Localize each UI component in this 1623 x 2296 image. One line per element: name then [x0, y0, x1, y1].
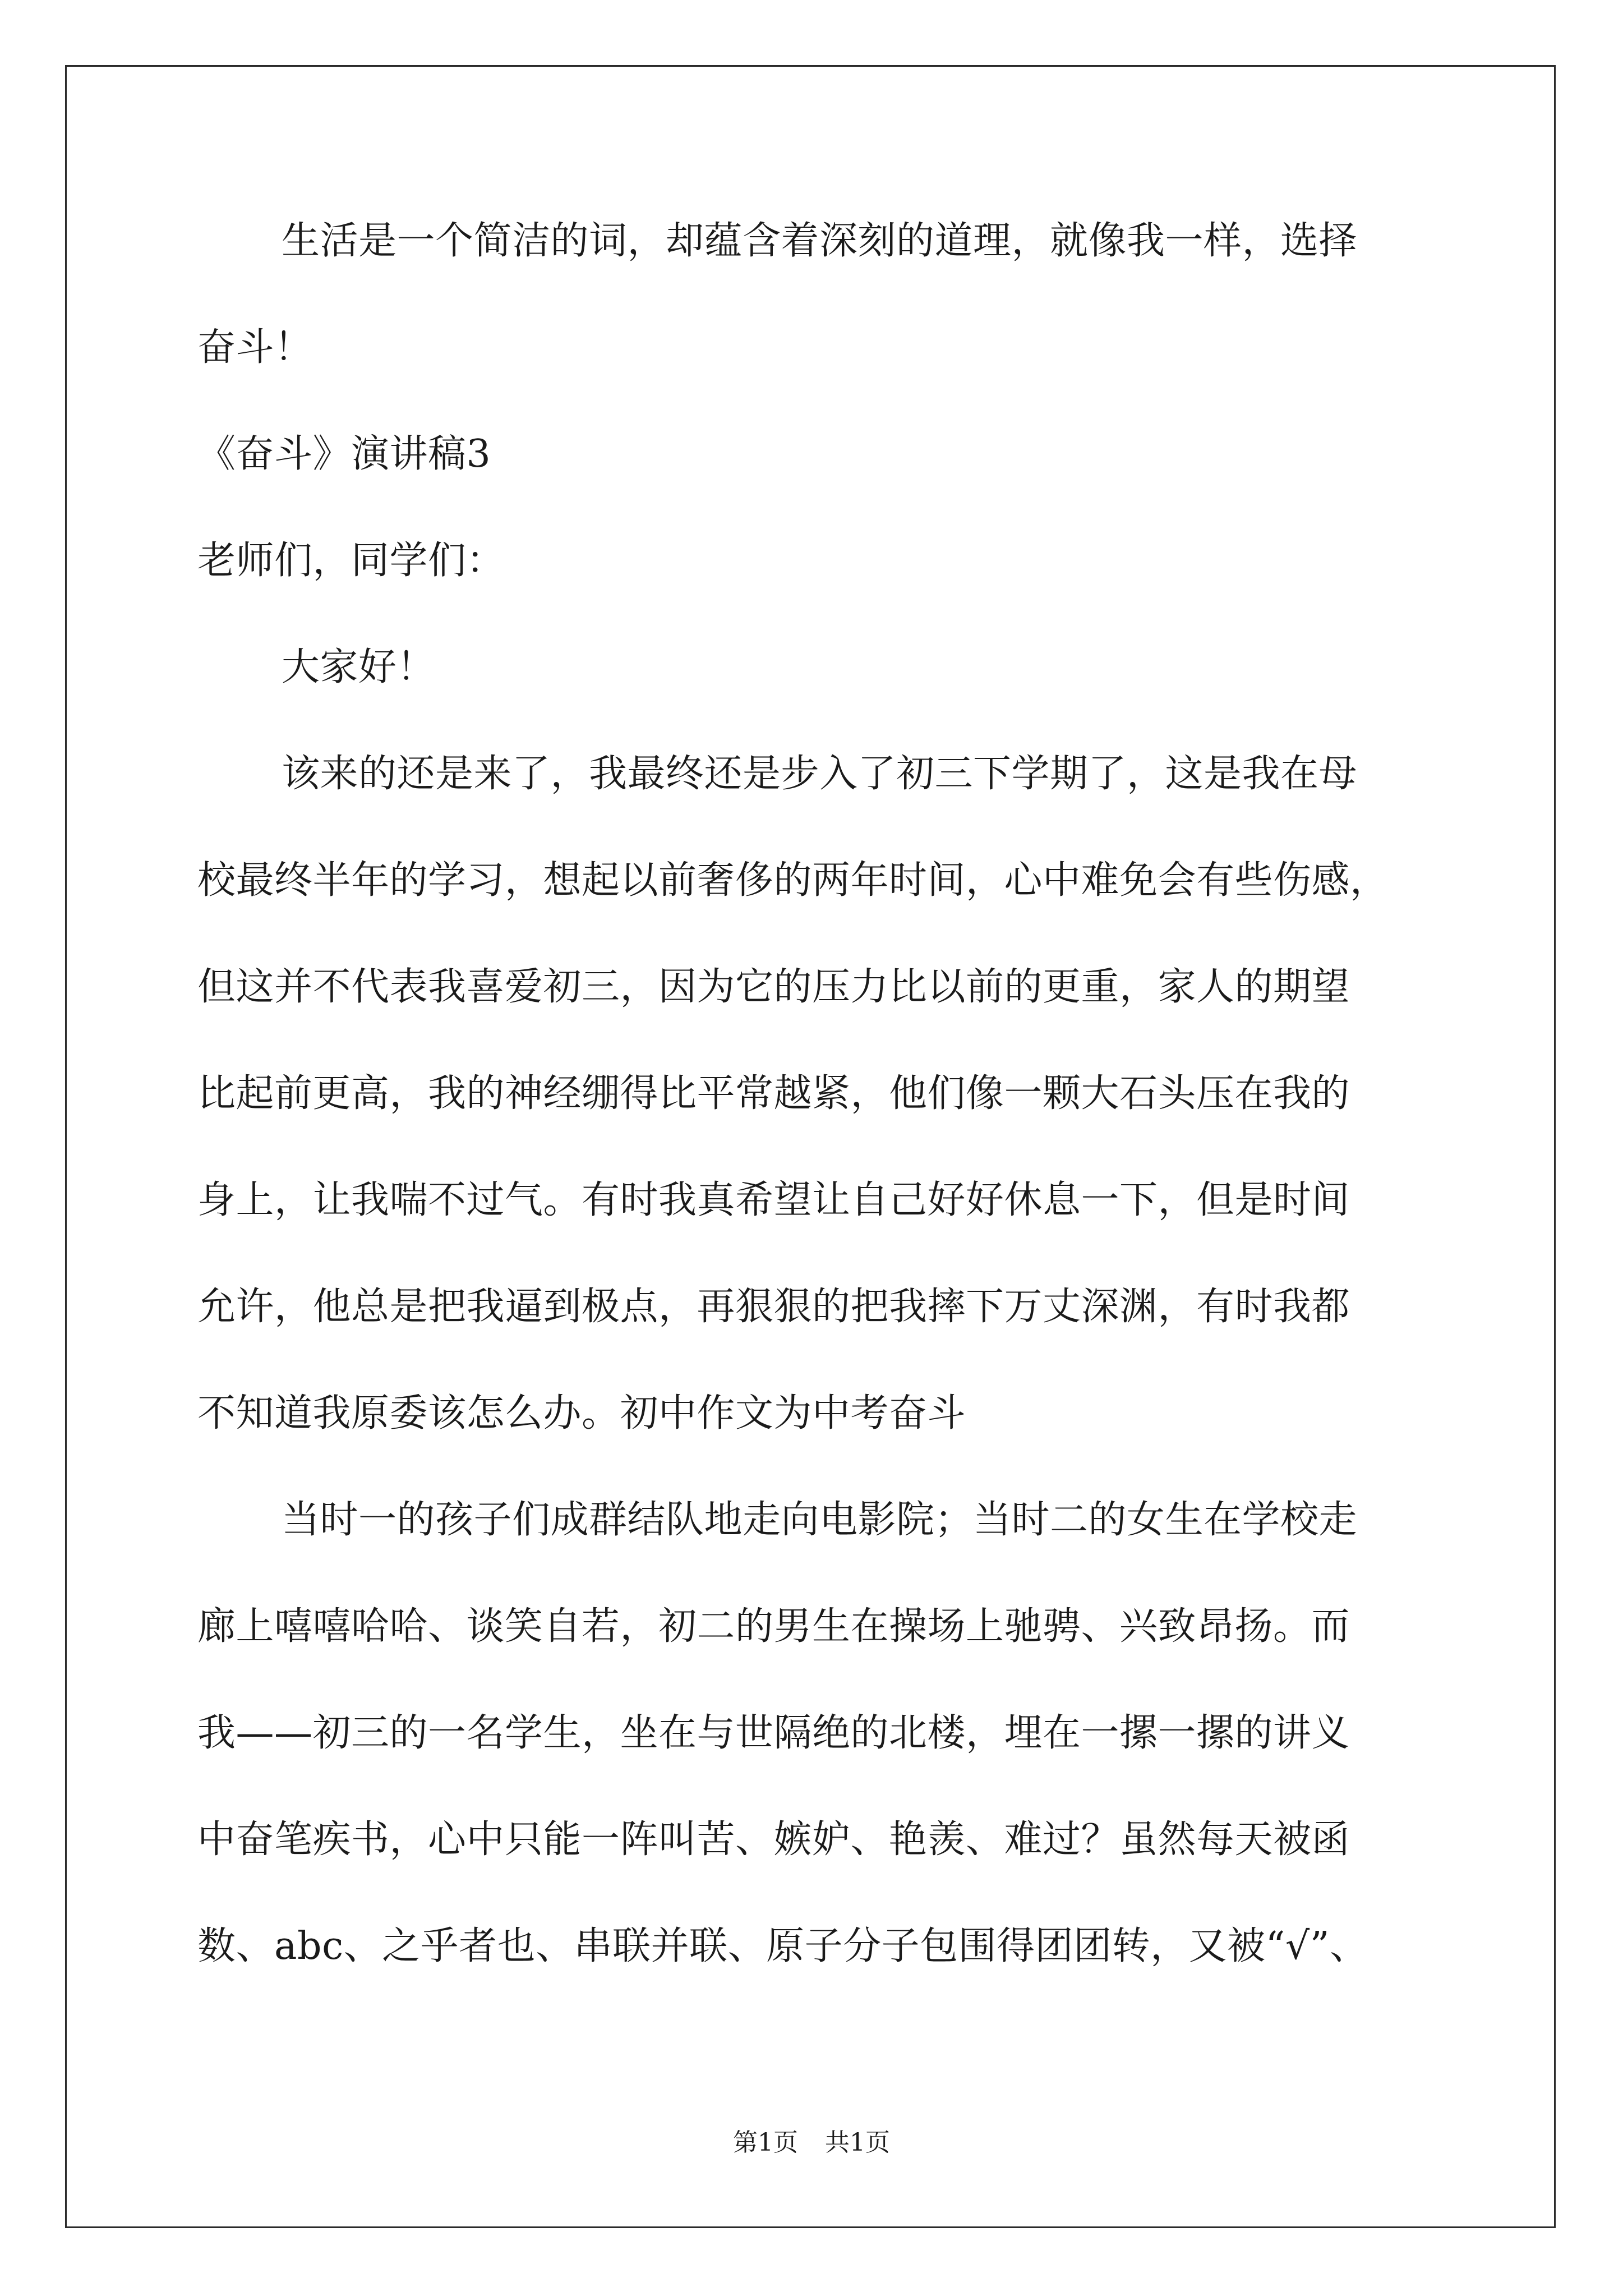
paragraph-line: 不知道我原委该怎么办。初中作文为中考奋斗: [197, 1391, 966, 1435]
paragraph-line: 当时一的孩子们成群结队地走向电影院；当时二的女生在学校走: [282, 1498, 1358, 1542]
section-heading: 《奋斗》演讲稿3: [197, 432, 491, 476]
page-footer: [0, 2127, 1623, 2159]
paragraph-line: 比起前更高，我的神经绷得比平常越紧，他们像一颗大石头压在我的: [197, 1071, 1350, 1116]
page-number: 第1页: [733, 2128, 798, 2157]
paragraph-line: 廊上嘻嘻哈哈、谈笑自若，初二的男生在操场上驰骋、兴致昂扬。而: [197, 1604, 1350, 1649]
paragraph-line: 我——初三的一名学生，坐在与世隔绝的北楼，埋在一摞一摞的讲义: [197, 1711, 1350, 1755]
paragraph-line: 该来的还是来了，我最终还是步入了初三下学期了，这是我在母: [282, 752, 1358, 796]
paragraph-line: 奋斗！: [197, 325, 313, 370]
paragraph-line: 身上，让我喘不过气。有时我真希望让自己好好休息一下，但是时间: [197, 1178, 1350, 1222]
paragraph-line: 校最终半年的学习，想起以前奢侈的两年时间，心中难免会有些伤感，: [197, 858, 1389, 903]
page-total: 共1页: [825, 2128, 890, 2157]
paragraph-line: 允许，他总是把我逼到极点，再狠狠的把我摔下万丈深渊，有时我都: [197, 1285, 1350, 1329]
salutation: 老师们，同学们：: [197, 539, 505, 583]
paragraph-line: 中奋笔疾书，心中只能一阵叫苦、嫉妒、艳羡、难过？虽然每天被函: [197, 1818, 1350, 1862]
paragraph-line: 数、abc、之乎者也、串联并联、原子分子包围得团团转，又被“√”、: [197, 1924, 1368, 1968]
paragraph-line: 但这并不代表我喜爱初三，因为它的压力比以前的更重，家人的期望: [197, 965, 1350, 1009]
paragraph-line: 生活是一个简洁的词，却蕴含着深刻的道理，就像我一样，选择: [282, 219, 1358, 263]
greeting: 大家好！: [282, 645, 436, 689]
page-border: [65, 65, 1556, 2228]
